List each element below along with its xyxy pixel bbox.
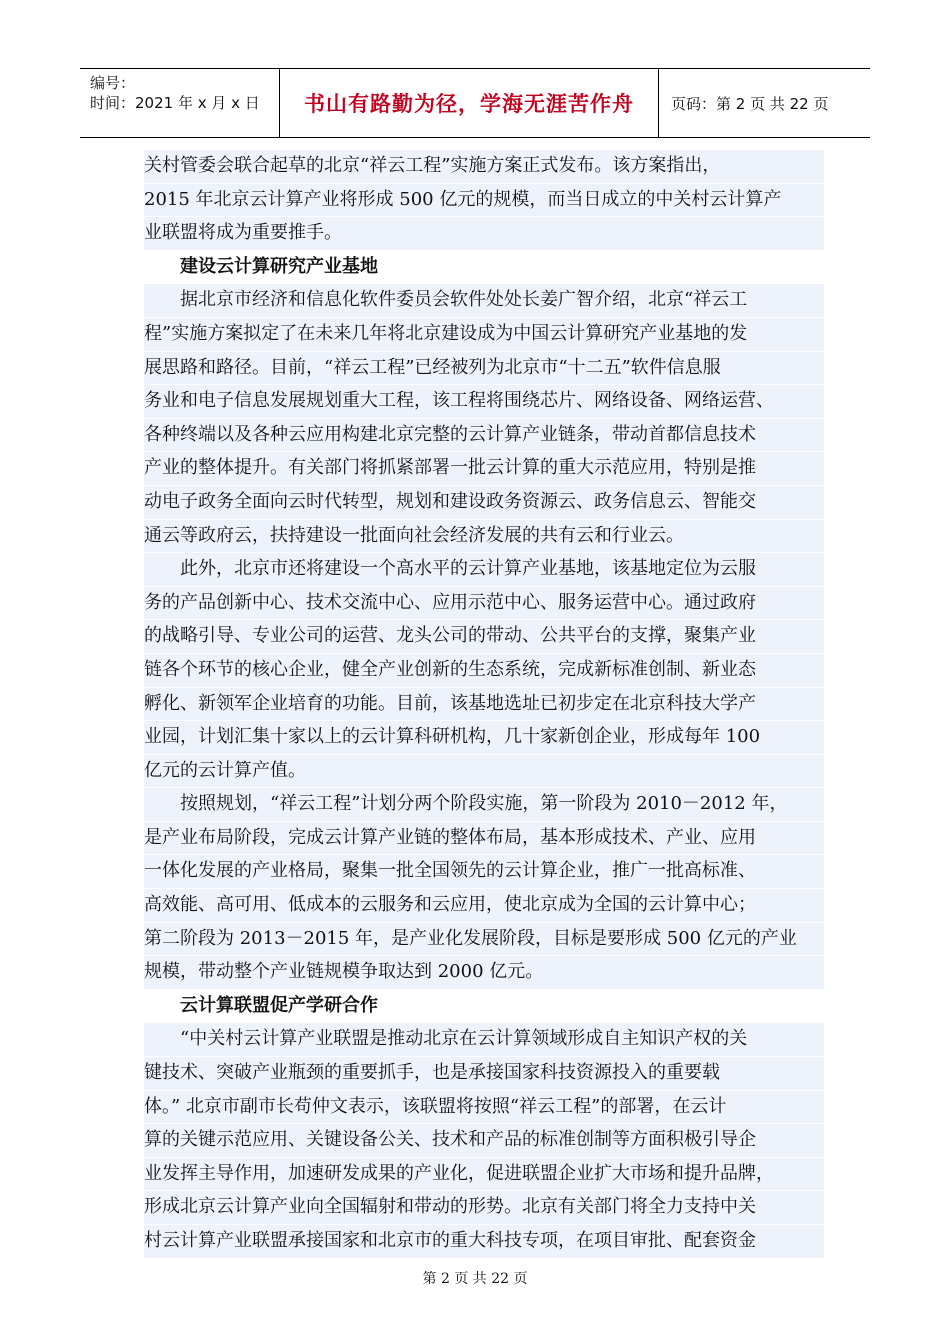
header-meta <box>80 69 280 137</box>
text-line: 动电子政务全面向云时代转型，规划和建设政务资源云、政务信息云、智能交 <box>144 486 824 519</box>
number-label: 编号： <box>90 74 136 92</box>
text-line: “中关村云计算产业联盟是推动北京在云计算领域形成自主知识产权的关 <box>144 1023 824 1056</box>
text-line: 业发挥主导作用，加速研发成果的产业化，促进联盟企业扩大市场和提升品牌， <box>144 1158 824 1191</box>
text-line: 孵化、新领军企业培育的功能。目前，该基地选址已初步定在北京科技大学产 <box>144 688 824 721</box>
text-line: 键技术、突破产业瓶颈的重要抓手，也是承接国家科技资源投入的重要载 <box>144 1057 824 1090</box>
text-line: 的战略引导、专业公司的运营、龙头公司的带动、公共平台的支撑，聚集产业 <box>144 620 824 653</box>
page-info: 页码：第 2 页 共 22 页 <box>671 94 829 113</box>
text-line: 通云等政府云，扶持建设一批面向社会经济发展的共有云和行业云。 <box>144 520 824 553</box>
text-line: 规模，带动整个产业链规模争取达到 2000 亿元。 <box>144 956 824 989</box>
text-line: 形成北京云计算产业向全国辐射和带动的形势。北京有关部门将全力支持中关 <box>144 1191 824 1224</box>
text-line: 高效能、高可用、低成本的云服务和云应用，使北京成为全国的云计算中心； <box>144 889 824 922</box>
section-heading: 建设云计算研究产业基地 <box>180 255 378 277</box>
text-line: 关村管委会联合起草的北京“祥云工程”实施方案正式发布。该方案指出， <box>144 150 824 183</box>
text-line: 第二阶段为 2013－2015 年，是产业化发展阶段，目标是要形成 500 亿元的产业 <box>144 923 824 956</box>
text-line: 务的产品创新中心、技术交流中心、应用示范中心、服务运营中心。通过政府 <box>144 587 824 620</box>
motto: 书山有路勤为径，学海无涯苦作舟 <box>280 69 659 137</box>
text-line: 链各个环节的核心企业，健全产业创新的生态系统，完成新标准创制、新业态 <box>144 654 824 687</box>
text-line: 产业的整体提升。有关部门将抓紧部署一批云计算的重大示范应用，特别是推 <box>144 452 824 485</box>
document-body <box>144 150 824 1259</box>
page-footer: 第 2 页 共 22 页 <box>422 1271 528 1287</box>
page-header <box>80 68 870 138</box>
text-line: 业园，计划汇集十家以上的云计算科研机构，几十家新创企业，形成每年 100 <box>144 721 824 754</box>
section-heading: 云计算联盟促产学研合作 <box>180 994 378 1016</box>
text-line: 是产业布局阶段，完成云计算产业链的整体布局，基本形成技术、产业、应用 <box>144 822 824 855</box>
text-line: 据北京市经济和信息化软件委员会软件处处长姜广智介绍，北京“祥云工 <box>144 284 824 317</box>
text-line: 程”实施方案拟定了在未来几年将北京建设成为中国云计算研究产业基地的发 <box>144 318 824 351</box>
text-line: 亿元的云计算产值。 <box>144 755 824 788</box>
time-label: 时间：2021 年 x 月 x 日 <box>90 94 260 112</box>
text-line: 2015 年北京云计算产业将形成 500 亿元的规模，而当日成立的中关村云计算产 <box>144 184 824 217</box>
text-line: 一体化发展的产业格局，聚集一批全国领先的云计算企业，推广一批高标准、 <box>144 855 824 888</box>
text-line: 算的关键示范应用、关键设备公关、技术和产品的标准创制等方面积极引导企 <box>144 1124 824 1157</box>
text-line: 此外，北京市还将建设一个高水平的云计算产业基地，该基地定位为云服 <box>144 553 824 586</box>
text-line: 展思路和路径。目前，“祥云工程”已经被列为北京市“十二五”软件信息服 <box>144 352 824 385</box>
text-line: 村云计算产业联盟承接国家和北京市的重大科技专项，在项目审批、配套资金 <box>144 1225 824 1258</box>
text-line: 按照规划，“祥云工程”计划分两个阶段实施，第一阶段为 2010－2012 年， <box>144 788 824 821</box>
text-line: 体。” 北京市副市长苟仲文表示，该联盟将按照“祥云工程”的部署，在云计 <box>144 1091 824 1124</box>
text-line: 各种终端以及各种云应用构建北京完整的云计算产业链条，带动首都信息技术 <box>144 419 824 452</box>
text-line: 业联盟将成为重要推手。 <box>144 217 824 250</box>
text-line: 务业和电子信息发展规划重大工程，该工程将围绕芯片、网络设备、网络运营、 <box>144 385 824 418</box>
